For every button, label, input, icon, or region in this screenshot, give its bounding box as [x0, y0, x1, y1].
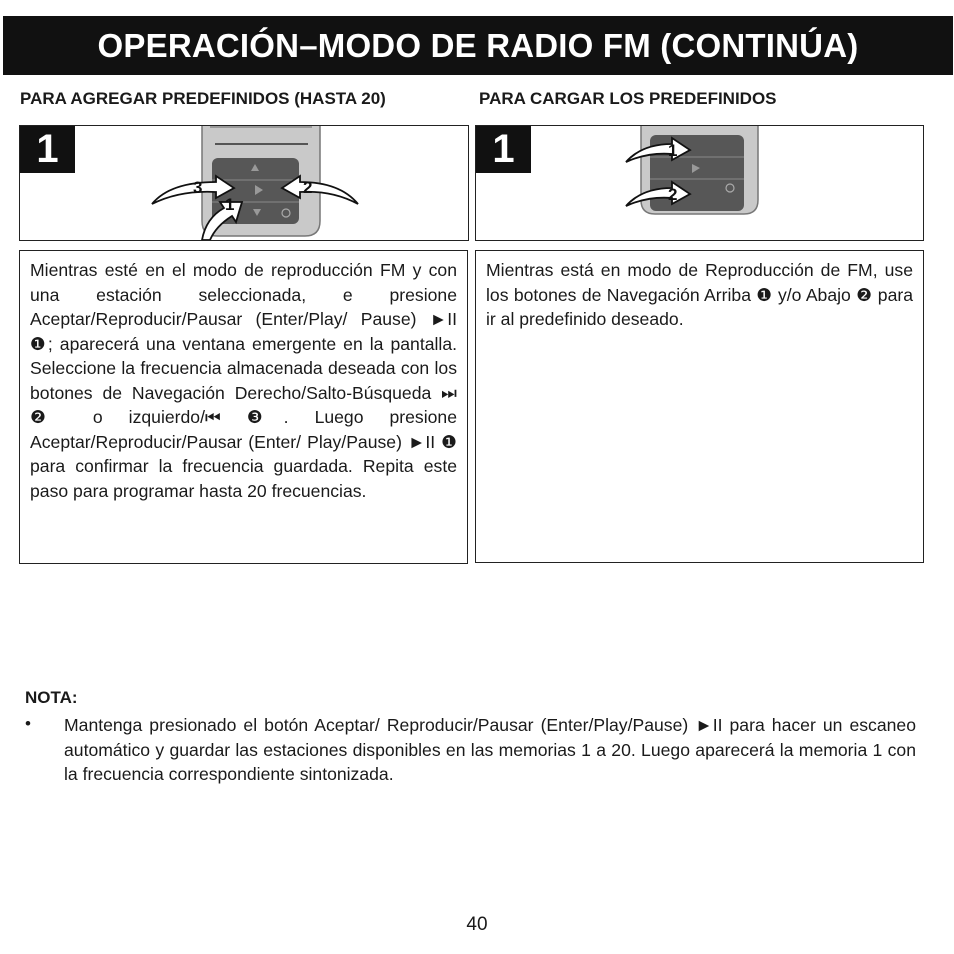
left-instructions-box	[19, 250, 468, 564]
callout-3: 3	[193, 178, 203, 197]
page-title: OPERACIÓN–MODO DE RADIO FM (CONTINÚA)	[97, 26, 859, 64]
right-instructions-text: Mientras está en modo de Reproducción de FM, use los botones de Navegación Arriba ❶ y/o Abajo ❷ para ir al predefinido deseado.	[486, 260, 913, 329]
device-illustration-right	[476, 126, 923, 240]
callout-2: 2	[668, 185, 678, 204]
left-illustration-box	[19, 125, 469, 241]
note-title: NOTA:	[25, 688, 78, 707]
page-number: 40	[466, 914, 488, 935]
right-section-heading: PARA CARGAR LOS PREDEFINIDOS	[479, 89, 777, 108]
note-item	[64, 713, 916, 787]
right-illustration-box	[475, 125, 924, 241]
left-section-heading: PARA AGREGAR PREDEFINIDOS (HASTA 20)	[20, 89, 386, 108]
left-instructions-text: Mientras esté en el modo de reproducción FM y con una estación seleccionada, e presione Aceptar/Reproducir/Pausar (Enter/Play/ Pause) ►II ❶; aparecerá una ventana emergente en la pantalla. Seleccione la frecuencia almacenada deseada con los botones de Navegación Derecho/Salto-Búsqueda ⏭ ❷ o izquierdo/⏮ ❸. Luego presione Aceptar/Reproducir/Pausar (Enter/ Play/Pause) ►II ❶ para confirmar la frecuencia guardada. Repita este paso para programar hasta 20 frecuencias.	[30, 260, 457, 501]
note-bullet: •	[25, 714, 31, 733]
callout-1: 1	[668, 141, 678, 160]
step-number-badge: 1	[476, 126, 531, 173]
right-instructions-box	[475, 250, 924, 563]
page-title-bar	[3, 16, 953, 75]
device-illustration-left	[20, 126, 468, 240]
note-text: Mantenga presionado el botón Aceptar/ Reproducir/Pausar (Enter/Play/Pause) ►II para hacer un escaneo automático y guardar las estaciones disponibles en las memorias 1 a 20. Luego aparecerá la memoria 1 con la frecuencia correspondiente sintonizada.	[64, 715, 916, 784]
callout-2: 2	[303, 178, 313, 197]
step-number-badge: 1	[20, 126, 75, 173]
callout-1: 1	[225, 195, 235, 214]
